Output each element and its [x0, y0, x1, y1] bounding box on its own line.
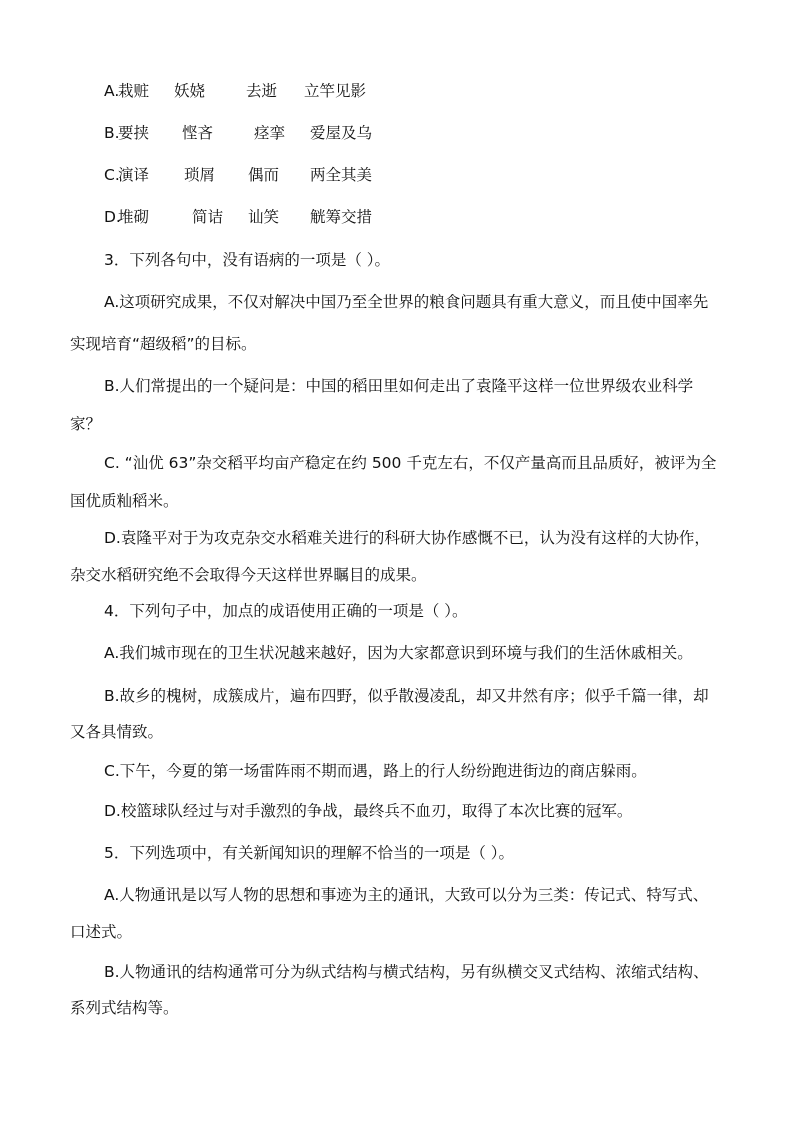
word: 爱屋及乌 — [310, 124, 373, 142]
q4-option-b-line2: 又各具情致。 — [70, 723, 164, 741]
option-label: C. — [104, 166, 120, 184]
q5-stem: 5．下列选项中，有关新闻知识的理解不恰当的一项是（ ）。 — [104, 844, 515, 862]
word: 栽赃 — [118, 82, 150, 100]
word: 觥筹交措 — [310, 208, 373, 226]
word: 讪笑 — [248, 208, 280, 226]
word: 堆砌 — [118, 208, 150, 226]
q3-option-c-line1: C. “汕优 63”杂交稻平均亩产稳定在约 500 千克左右，不仅产量高而且品质好，被评为全 — [104, 454, 717, 472]
q3-option-a-line2: 实现培育“超级稻”的目标。 — [70, 335, 257, 353]
q3-stem: 3．下列各句中，没有语病的一项是（ ）。 — [104, 251, 391, 269]
q5-option-b-line1: B.人物通讯的结构通常可分为纵式结构与横式结构，另有纵横交叉式结构、浓缩式结构、 — [104, 963, 709, 981]
q5-option-a-line1: A.人物通讯是以写人物的思想和事迹为主的通讯，大致可以分为三类：传记式、特写式、 — [104, 886, 709, 904]
q3-option-c-line2: 国优质籼稻米。 — [70, 492, 179, 510]
option-label: B. — [104, 124, 120, 142]
q5-option-b-line2: 系列式结构等。 — [70, 999, 179, 1017]
q3-option-a-line1: A.这项研究成果，不仅对解决中国乃至全世界的粮食问题具有重大意义，而且使中国率先 — [104, 293, 709, 311]
word: 简诘 — [192, 208, 224, 226]
word: 立竿见影 — [304, 82, 367, 100]
q3-option-b-line2: 家？ — [70, 415, 102, 433]
q4-stem: 4．下列句子中，加点的成语使用正确的一项是（ ）。 — [104, 602, 468, 620]
q3-option-d-line2: 杂交水稻研究绝不会取得今天这样世界瞩目的成果。 — [70, 566, 427, 584]
word: 琐屑 — [184, 166, 216, 184]
q5-option-a-line2: 口述式。 — [70, 923, 133, 941]
q3-option-d-line1: D.袁隆平对于为攻克杂交水稻难关进行的科研大协作感慨不已，认为没有这样的大协作， — [104, 529, 710, 547]
word: 痉挛 — [254, 124, 286, 142]
word: 两全其美 — [310, 166, 373, 184]
option-label: A. — [104, 82, 120, 100]
word: 演译 — [118, 166, 150, 184]
word: 偶而 — [248, 166, 280, 184]
word: 去逝 — [246, 82, 278, 100]
q4-option-a: A.我们城市现在的卫生状况越来越好，因为大家都意识到环境与我们的生活休戚相关。 — [104, 644, 693, 662]
q3-option-b-line1: B.人们常提出的一个疑问是：中国的稻田里如何走出了袁隆平这样一位世界级农业科学 — [104, 377, 694, 395]
option-label: D. — [104, 208, 121, 226]
word: 妖娆 — [174, 82, 206, 100]
q4-option-d: D.校篮球队经过与对手激烈的争战，最终兵不血刃，取得了本次比赛的冠军。 — [104, 802, 633, 820]
word: 悭吝 — [182, 124, 214, 142]
q4-option-b-line1: B.故乡的槐树，成簇成片，遍布四野，似乎散漫凌乱，却又井然有序；似乎千篇一律，却 — [104, 687, 709, 705]
q4-option-c: C.下午，今夏的第一场雷阵雨不期而遇，路上的行人纷纷跑进街边的商店躲雨。 — [104, 762, 647, 780]
word: 要挟 — [118, 124, 150, 142]
